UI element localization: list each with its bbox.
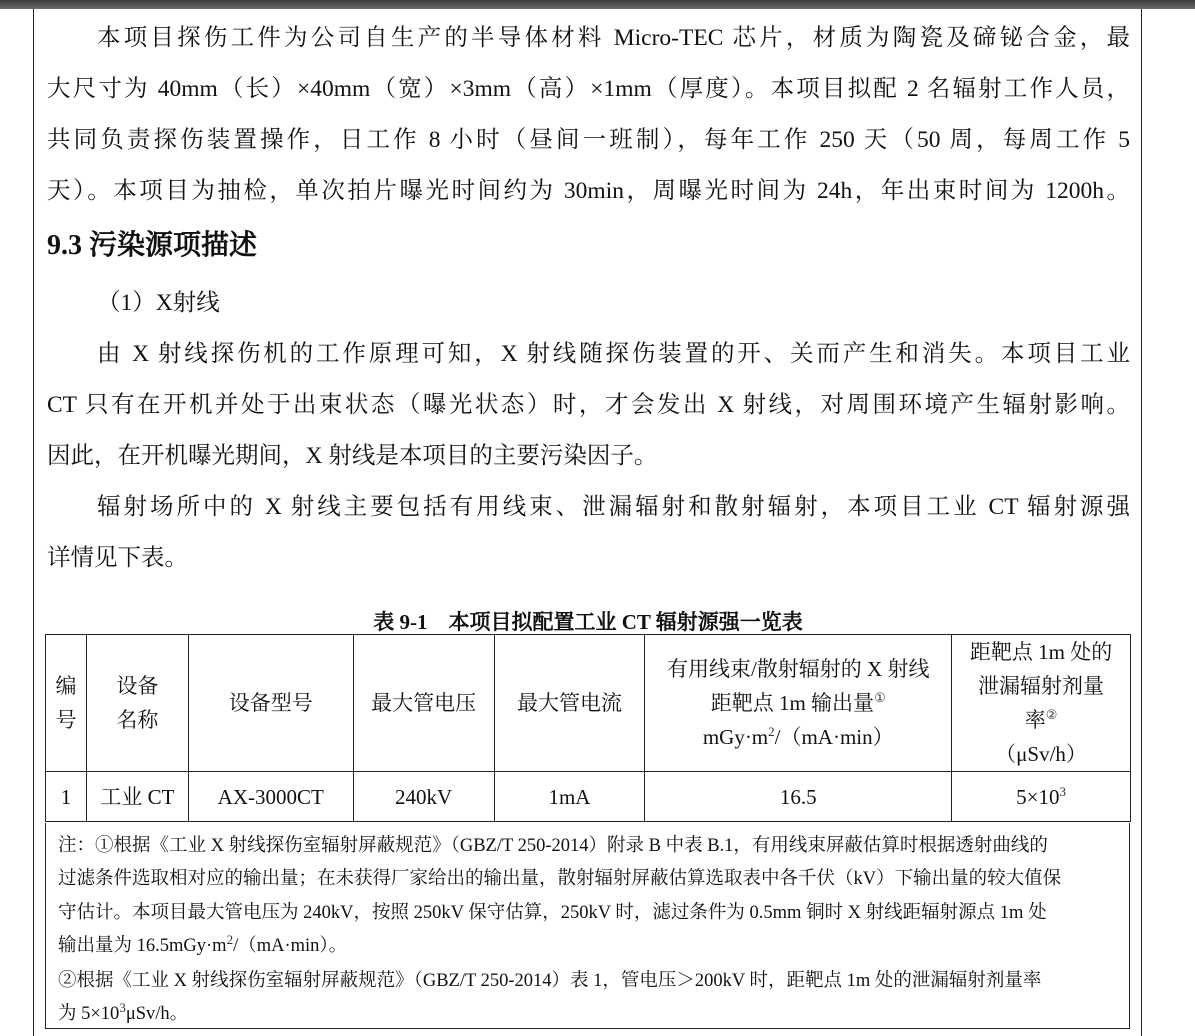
paragraph-3-line-2: 详情见下表。 <box>47 545 188 571</box>
header-output-text: 距靶点 1m 输出量 <box>710 691 875 715</box>
unit-exponent: 2 <box>768 724 775 739</box>
cell-output: 16.5 <box>645 772 952 822</box>
cell-leakage <box>952 772 1131 822</box>
footnote-mark: ② <box>1045 707 1058 722</box>
page-border-left <box>33 9 34 1036</box>
header-device-name-text: 名称 <box>116 708 159 732</box>
note-text: /（mA·min）。 <box>233 936 348 956</box>
header-device-name-text: 设备 <box>116 674 159 698</box>
header-max-voltage: 最大管电压 <box>353 635 494 772</box>
table-header-row <box>46 635 1131 772</box>
paragraph-2-line-1: 由 X 射线探伤机的工作原理可知，X 射线随探伤装置的开、关而产生和消失。本项目工业 <box>97 341 1130 367</box>
note-line-3: 守估计。本项目最大管电压为 240kV，按照 250kV 保守估算，250kV 时，滤过条件为 0.5mm 铜时 X 射线距辐射源点 1m 处 <box>58 903 1047 923</box>
header-no-text: 号 <box>55 708 77 732</box>
header-output-text: 有用线束/散射辐射的 X 射线 <box>666 657 930 681</box>
header-leakage-text: 泄漏辐射剂量 <box>978 674 1105 698</box>
note-exponent: 3 <box>119 999 126 1015</box>
cell-max-voltage: 240kV <box>353 772 494 822</box>
header-no <box>46 635 87 772</box>
header-leakage <box>952 635 1131 772</box>
note-line-2: 过滤条件选取相对应的输出量；在未获得厂家给出的输出量，散射辐射屏蔽估算选取表中各千伏（kV）下输出量的较大值保 <box>58 869 1062 889</box>
table-notes <box>45 823 1130 1029</box>
cell-leakage-value: 5×10 <box>1016 784 1060 809</box>
cell-device-name: 工业 CT <box>86 772 188 822</box>
subheading: （1）X射线 <box>97 290 220 316</box>
cell-model: AX-3000CT <box>188 772 353 822</box>
window-top-bar <box>0 0 1195 9</box>
note-exponent: 2 <box>226 931 234 947</box>
header-output-text <box>645 686 951 720</box>
paragraph-1-line-1: 本项目探伤工件为公司自生产的半导体材料 Micro-TEC 芯片，材质为陶瓷及碲铋合金，最 <box>97 25 1130 51</box>
paragraph-2-line-2: CT 只有在开机并处于出束状态（曝光状态）时，才会发出 X 射线，对周围环境产生辐射影响。 <box>47 392 1130 418</box>
paragraph-1-line-4: 天）。本项目为抽检，单次拍片曝光时间约为 30min，周曝光时间为 24h，年出束时间为 1200h。 <box>47 178 1130 204</box>
table-row <box>46 772 1131 822</box>
footnote-mark: ① <box>874 690 886 705</box>
paragraph-2-line-3: 因此，在开机曝光期间，X 射线是本项目的主要污染因子。 <box>47 443 658 469</box>
header-leakage-text: 率 <box>1024 708 1046 732</box>
header-output <box>645 635 952 772</box>
note-line-5: ②根据《工业 X 射线探伤室辐射屏蔽规范》（GBZ/T 250-2014）表 1，管电压＞200kV 时，距靶点 1m 处的泄漏辐射剂量率 <box>58 971 1042 991</box>
note-text: 为 5×10 <box>58 1004 120 1024</box>
header-leakage-unit: （μSv/h） <box>995 742 1087 766</box>
note-text: μSv/h。 <box>125 1004 189 1024</box>
header-device-name <box>86 635 188 772</box>
table-caption: 表 9-1 本项目拟配置工业 CT 辐射源强一览表 <box>373 610 803 634</box>
note-line-6 <box>58 999 1120 1025</box>
page-border-right <box>1141 9 1142 1036</box>
cell-max-current: 1mA <box>494 772 645 822</box>
note-line-4 <box>58 931 1120 957</box>
unit-text: mGy·m <box>702 725 769 749</box>
paragraph-1-line-3: 共同负责探伤装置操作，日工作 8 小时（昼间一班制），每年工作 250 天（50 周，每周工作 5 <box>47 127 1130 153</box>
header-max-current: 最大管电流 <box>494 635 645 772</box>
header-leakage-text <box>952 703 1130 737</box>
unit-text: /（mA·min） <box>774 725 894 749</box>
source-strength-table <box>45 634 1131 822</box>
header-no-text: 编 <box>55 674 77 698</box>
note-text: 输出量为 16.5mGy·m <box>58 936 227 956</box>
header-output-unit <box>645 720 951 754</box>
note-line-1: 注：①根据《工业 X 射线探伤室辐射屏蔽规范》（GBZ/T 250-2014）附录 B 中表 B.1，有用线束屏蔽估算时根据透射曲线的 <box>58 836 1048 856</box>
cell-leakage-exponent: 3 <box>1059 783 1066 799</box>
header-leakage-text: 距靶点 1m 处的 <box>969 640 1113 664</box>
header-model: 设备型号 <box>188 635 353 772</box>
section-heading: 9.3 污染源项描述 <box>47 230 258 261</box>
paragraph-1-line-2: 大尺寸为 40mm（长）×40mm（宽）×3mm（高）×1mm（厚度）。本项目拟配 2 名辐射工作人员， <box>47 76 1130 102</box>
paragraph-3-line-1: 辐射场所中的 X 射线主要包括有用线束、泄漏辐射和散射辐射，本项目工业 CT 辐射源强 <box>97 494 1130 520</box>
cell-no: 1 <box>46 772 87 822</box>
